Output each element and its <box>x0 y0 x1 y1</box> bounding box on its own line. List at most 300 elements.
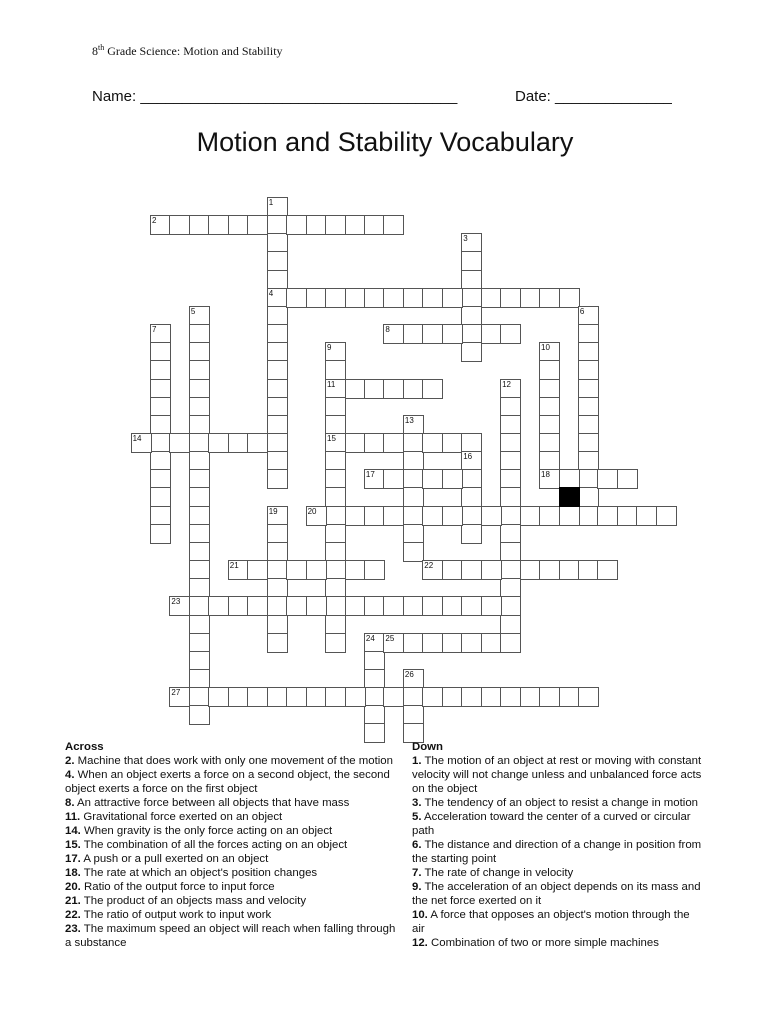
crossword-cell[interactable] <box>442 324 463 344</box>
across-clues <box>65 740 400 950</box>
crossword-cell[interactable] <box>578 487 599 507</box>
crossword-cell[interactable] <box>364 379 385 399</box>
crossword-cell[interactable] <box>306 215 327 235</box>
crossword-cell[interactable] <box>520 687 541 707</box>
clue-number-25: 25 <box>385 633 395 643</box>
across-clue <box>65 866 400 880</box>
crossword-cell[interactable] <box>461 687 482 707</box>
crossword-cell[interactable] <box>150 397 171 417</box>
crossword-cell[interactable] <box>403 451 424 471</box>
crossword-cell[interactable] <box>189 596 210 616</box>
crossword-cell[interactable] <box>150 415 171 435</box>
crossword-cell[interactable] <box>208 433 229 453</box>
crossword-cell[interactable] <box>461 560 482 580</box>
crossword-cell[interactable] <box>481 506 502 526</box>
down-clue <box>412 936 702 950</box>
clue-number-18: 18 <box>541 470 550 480</box>
crossword-cell[interactable] <box>306 560 327 580</box>
crossword-cell[interactable] <box>306 288 327 308</box>
clue-text: Acceleration toward the center of a curved or circular path <box>412 811 691 837</box>
crossword-cell[interactable] <box>403 506 424 526</box>
clue-number: 23. <box>65 923 81 935</box>
crossword-cell[interactable] <box>286 560 307 580</box>
crossword-cell[interactable] <box>325 415 346 435</box>
crossword-cell[interactable] <box>189 633 210 653</box>
crossword-cell[interactable] <box>520 288 541 308</box>
crossword-cell[interactable] <box>247 560 268 580</box>
crossword-cell[interactable] <box>539 397 560 417</box>
crossword-cell[interactable] <box>461 469 482 489</box>
crossword-cell[interactable] <box>189 669 210 689</box>
crossword-cell[interactable] <box>247 596 268 616</box>
crossword-cell[interactable] <box>189 415 210 435</box>
crossword-cell[interactable] <box>189 615 210 635</box>
crossword-cell[interactable] <box>422 288 443 308</box>
crossword-cell[interactable] <box>578 506 599 526</box>
crossword-cell[interactable] <box>578 360 599 380</box>
crossword-cell[interactable] <box>578 687 599 707</box>
crossword-cell[interactable] <box>228 687 249 707</box>
crossword-cell[interactable] <box>500 596 521 616</box>
across-clue <box>65 894 400 908</box>
crossword-cell[interactable] <box>267 379 288 399</box>
crossword-cell[interactable] <box>500 487 521 507</box>
clue-text: The product of an objects mass and velocity <box>80 895 307 907</box>
crossword-cell[interactable] <box>578 324 599 344</box>
crossword-cell[interactable] <box>442 560 463 580</box>
crossword-cell[interactable] <box>461 433 482 453</box>
crossword-black-cell <box>559 487 580 507</box>
crossword-cell[interactable] <box>578 379 599 399</box>
crossword-cell[interactable] <box>306 596 327 616</box>
crossword-cell[interactable] <box>267 306 288 326</box>
clue-text: The maximum speed an object will reach when falling through a substance <box>65 923 396 949</box>
crossword-cell[interactable] <box>442 633 463 653</box>
crossword-cell[interactable] <box>403 469 424 489</box>
crossword-cell[interactable] <box>267 451 288 471</box>
crossword-cell[interactable] <box>189 433 210 453</box>
crossword-cell[interactable] <box>364 433 385 453</box>
crossword-cell[interactable] <box>150 433 171 453</box>
clue-text: The combination of all the forces acting on an object <box>80 839 348 851</box>
crossword-cell[interactable] <box>325 360 346 380</box>
crossword-cell[interactable] <box>442 596 463 616</box>
clue-text: The distance and direction of a change in position from the starting point <box>412 839 702 865</box>
crossword-cell[interactable] <box>267 469 288 489</box>
crossword-cell[interactable] <box>539 687 560 707</box>
across-clue <box>65 908 400 922</box>
crossword-cell[interactable] <box>383 379 404 399</box>
crossword-cell[interactable] <box>267 524 288 544</box>
crossword-cell[interactable] <box>189 524 210 544</box>
crossword-cell[interactable] <box>286 596 307 616</box>
crossword-cell[interactable] <box>189 379 210 399</box>
crossword-cell[interactable] <box>345 379 366 399</box>
crossword-cell[interactable] <box>500 524 521 544</box>
crossword-cell[interactable] <box>325 397 346 417</box>
crossword-cell[interactable] <box>500 324 521 344</box>
clue-text: An attractive force between all objects that have mass <box>74 797 350 809</box>
crossword-cell[interactable] <box>325 596 346 616</box>
crossword-cell[interactable] <box>325 524 346 544</box>
clue-number: 22. <box>65 909 81 921</box>
crossword-cell[interactable] <box>383 288 404 308</box>
crossword-cell[interactable] <box>267 215 288 235</box>
crossword-cell[interactable] <box>500 506 521 526</box>
clue-text: Gravitational force exerted on an object <box>80 811 283 823</box>
crossword-cell[interactable] <box>345 215 366 235</box>
across-clue-list <box>65 754 400 950</box>
crossword-cell[interactable] <box>208 215 229 235</box>
crossword-cell[interactable] <box>247 215 268 235</box>
down-clue <box>412 754 702 796</box>
crossword-cell[interactable] <box>617 469 638 489</box>
crossword-cell[interactable] <box>267 324 288 344</box>
crossword-cell[interactable] <box>578 469 599 489</box>
clue-number-27: 27 <box>171 688 181 697</box>
crossword-cell[interactable] <box>500 433 521 453</box>
crossword-cell[interactable] <box>520 506 541 526</box>
crossword-cell[interactable] <box>364 687 385 707</box>
crossword-cell[interactable] <box>403 705 424 725</box>
crossword-cell[interactable] <box>578 560 599 580</box>
crossword-cell[interactable] <box>500 615 521 635</box>
crossword-cell[interactable] <box>422 687 443 707</box>
crossword-cell[interactable] <box>267 633 288 653</box>
crossword-cell[interactable] <box>267 596 288 616</box>
crossword-cell[interactable] <box>189 487 210 507</box>
clue-number: 7. <box>412 867 422 879</box>
crossword-cell[interactable] <box>559 687 580 707</box>
crossword-cell[interactable] <box>364 596 385 616</box>
crossword-cell[interactable] <box>500 415 521 435</box>
across-clue <box>65 810 400 824</box>
crossword-cell[interactable] <box>481 324 502 344</box>
crossword-cell[interactable] <box>539 360 560 380</box>
crossword-cell[interactable] <box>442 687 463 707</box>
crossword-cell[interactable] <box>442 506 463 526</box>
across-clue <box>65 768 400 796</box>
crossword-cell[interactable] <box>189 542 210 562</box>
crossword-cell[interactable] <box>461 251 482 271</box>
crossword-cell[interactable] <box>364 651 385 671</box>
crossword-cell[interactable] <box>442 288 463 308</box>
crossword-cell[interactable] <box>461 324 482 344</box>
crossword-cell[interactable] <box>403 524 424 544</box>
crossword-cell[interactable] <box>578 397 599 417</box>
crossword-cell[interactable] <box>520 560 541 580</box>
crossword-cell[interactable] <box>286 687 307 707</box>
crossword-cell[interactable] <box>345 288 366 308</box>
crossword-cell[interactable] <box>189 506 210 526</box>
crossword-cell[interactable] <box>364 288 385 308</box>
clue-text: When an object exerts a force on a second object, the second object exerts a force on the first object <box>65 769 390 795</box>
crossword-cell[interactable] <box>422 596 443 616</box>
crossword-cell[interactable] <box>364 705 385 725</box>
crossword-cell[interactable] <box>364 506 385 526</box>
crossword-cell[interactable] <box>189 342 210 362</box>
crossword-cell[interactable] <box>325 578 346 598</box>
crossword-cell[interactable] <box>267 615 288 635</box>
clue-number-24: 24 <box>365 633 375 643</box>
crossword-cell[interactable] <box>189 324 210 344</box>
crossword-cell[interactable] <box>345 687 366 707</box>
crossword-cell[interactable] <box>267 560 288 580</box>
crossword-cell[interactable] <box>267 251 288 271</box>
crossword-cell[interactable] <box>461 342 482 362</box>
across-clue <box>65 852 400 866</box>
crossword-cell[interactable] <box>597 469 618 489</box>
crossword-cell[interactable] <box>364 560 385 580</box>
crossword-cell[interactable] <box>500 397 521 417</box>
clue-number-16: 16 <box>463 452 473 462</box>
crossword-cell[interactable] <box>383 687 404 707</box>
crossword-cell[interactable] <box>539 433 560 453</box>
crossword-cell[interactable] <box>267 433 288 453</box>
crossword-cell[interactable] <box>150 342 171 362</box>
crossword-cell[interactable] <box>208 596 229 616</box>
crossword-cell[interactable] <box>481 560 502 580</box>
crossword-cell[interactable] <box>559 469 580 489</box>
crossword-cell[interactable] <box>325 633 346 653</box>
crossword-cell[interactable] <box>500 469 521 489</box>
crossword-cell[interactable] <box>422 433 443 453</box>
crossword-cell[interactable] <box>267 233 288 253</box>
crossword-cell[interactable] <box>578 415 599 435</box>
crossword-cell[interactable] <box>617 506 638 526</box>
crossword-cell[interactable] <box>286 288 307 308</box>
crossword-cell[interactable] <box>306 687 327 707</box>
clue-number: 14. <box>65 825 81 837</box>
crossword-cell[interactable] <box>189 560 210 580</box>
crossword-cell[interactable] <box>422 633 443 653</box>
clue-number-5: 5 <box>190 306 196 316</box>
crossword-cell[interactable] <box>500 687 521 707</box>
crossword-cell[interactable] <box>383 469 404 489</box>
crossword-cell[interactable] <box>345 560 366 580</box>
clue-number-6: 6 <box>579 306 585 316</box>
crossword-cell[interactable] <box>461 288 482 308</box>
crossword-cell[interactable] <box>403 433 424 453</box>
crossword-cell[interactable] <box>461 306 482 326</box>
crossword-cell[interactable] <box>500 288 521 308</box>
clue-number-13: 13 <box>404 415 414 425</box>
crossword-cell[interactable] <box>383 433 404 453</box>
clue-number-3: 3 <box>463 234 468 244</box>
crossword-cell[interactable] <box>267 360 288 380</box>
crossword-cell[interactable] <box>559 506 580 526</box>
crossword-cell[interactable] <box>150 469 171 489</box>
crossword-cell[interactable] <box>403 542 424 562</box>
crossword-cell[interactable] <box>267 415 288 435</box>
clue-number-10: 10 <box>541 343 550 353</box>
crossword-cell[interactable] <box>500 578 521 598</box>
crossword-cell[interactable] <box>325 451 346 471</box>
crossword-cell[interactable] <box>189 360 210 380</box>
crossword-cell[interactable] <box>345 506 366 526</box>
crossword-cell[interactable] <box>461 524 482 544</box>
clue-number-15: 15 <box>327 433 336 443</box>
crossword-cell[interactable] <box>500 633 521 653</box>
crossword-cell[interactable] <box>539 451 560 471</box>
crossword-cell[interactable] <box>481 288 502 308</box>
crossword-cell[interactable] <box>656 506 677 526</box>
crossword-cell[interactable] <box>189 397 210 417</box>
crossword-cell[interactable] <box>403 288 424 308</box>
clue-text: Machine that does work with only one movement of the motion <box>74 755 393 767</box>
crossword-cell[interactable] <box>403 379 424 399</box>
crossword-cell[interactable] <box>189 705 210 725</box>
clue-number: 3. <box>412 797 422 809</box>
crossword-cell[interactable] <box>189 451 210 471</box>
clue-text: Ratio of the output force to input force <box>80 881 275 893</box>
crossword-cell[interactable] <box>325 506 346 526</box>
crossword-cell[interactable] <box>403 487 424 507</box>
crossword-cell[interactable] <box>500 451 521 471</box>
clue-number: 5. <box>412 811 422 823</box>
crossword-cell[interactable] <box>150 451 171 471</box>
crossword-cell[interactable] <box>325 687 346 707</box>
clue-text: The tendency of an object to resist a change in motion <box>421 797 699 809</box>
crossword-cell[interactable] <box>267 342 288 362</box>
crossword-cell[interactable] <box>403 633 424 653</box>
course-grade-suffix: th <box>98 43 105 52</box>
crossword-cell[interactable] <box>286 215 307 235</box>
down-clue <box>412 866 702 880</box>
crossword-cell[interactable] <box>267 542 288 562</box>
crossword-cell[interactable] <box>325 615 346 635</box>
crossword-cell[interactable] <box>150 379 171 399</box>
crossword-cell[interactable] <box>345 433 366 453</box>
crossword-cell[interactable] <box>325 469 346 489</box>
clue-number-4: 4 <box>268 288 274 298</box>
across-heading: Across <box>65 741 104 753</box>
crossword-cell[interactable] <box>267 578 288 598</box>
crossword-cell[interactable] <box>578 433 599 453</box>
crossword-cell[interactable] <box>228 433 249 453</box>
crossword-cell[interactable] <box>325 288 346 308</box>
crossword-cell[interactable] <box>636 506 657 526</box>
crossword-cell[interactable] <box>422 324 443 344</box>
crossword-cell[interactable] <box>383 215 404 235</box>
crossword-cell[interactable] <box>150 506 171 526</box>
crossword-cell[interactable] <box>481 633 502 653</box>
crossword-cell[interactable] <box>539 415 560 435</box>
crossword-cell[interactable] <box>461 487 482 507</box>
crossword-cell[interactable] <box>403 687 424 707</box>
crossword-cell[interactable] <box>539 506 560 526</box>
crossword-cell[interactable] <box>345 596 366 616</box>
crossword-cell[interactable] <box>461 633 482 653</box>
crossword-cell[interactable] <box>383 506 404 526</box>
crossword-cell[interactable] <box>228 596 249 616</box>
clue-number: 15. <box>65 839 81 851</box>
crossword-cell[interactable] <box>422 506 443 526</box>
crossword-cell[interactable] <box>578 451 599 471</box>
crossword-cell[interactable] <box>578 342 599 362</box>
clue-text: The rate of change in velocity <box>421 867 574 879</box>
crossword-cell[interactable] <box>150 487 171 507</box>
crossword-cell[interactable] <box>150 524 171 544</box>
crossword-cell[interactable] <box>597 560 618 580</box>
crossword-cell[interactable] <box>539 379 560 399</box>
clue-number-1: 1 <box>268 198 274 207</box>
crossword-cell[interactable] <box>150 360 171 380</box>
crossword-cell[interactable] <box>325 542 346 562</box>
crossword-cell[interactable] <box>325 560 346 580</box>
crossword-cell[interactable] <box>559 288 580 308</box>
crossword-cell[interactable] <box>267 687 288 707</box>
crossword-cell[interactable] <box>481 687 502 707</box>
clue-number-7: 7 <box>152 325 157 334</box>
crossword-cell[interactable] <box>267 397 288 417</box>
down-heading: Down <box>412 741 444 753</box>
crossword-cell[interactable] <box>481 596 502 616</box>
crossword-cell[interactable] <box>403 596 424 616</box>
crossword-cell[interactable] <box>364 669 385 689</box>
clue-text: The ratio of output work to input work <box>80 909 272 921</box>
crossword-cell[interactable] <box>500 560 521 580</box>
across-clue <box>65 796 400 810</box>
crossword-cell[interactable] <box>189 469 210 489</box>
crossword-cell[interactable] <box>461 596 482 616</box>
crossword-cell[interactable] <box>325 487 346 507</box>
across-clue <box>65 922 400 950</box>
clue-number: 17. <box>65 853 81 865</box>
crossword-cell[interactable] <box>539 560 560 580</box>
crossword-cell[interactable] <box>461 270 482 290</box>
crossword-cell[interactable] <box>189 651 210 671</box>
crossword-cell[interactable] <box>228 215 249 235</box>
clue-text: The motion of an object at rest or moving with constant velocity will not change unless and unbalanced force acts on the object <box>412 755 702 795</box>
crossword-cell[interactable] <box>461 506 482 526</box>
clue-text: The rate at which an object's position changes <box>80 867 318 879</box>
crossword-cell[interactable] <box>559 560 580 580</box>
crossword-cell[interactable] <box>169 215 190 235</box>
crossword-cell[interactable] <box>442 469 463 489</box>
clue-number: 6. <box>412 839 422 851</box>
crossword-cell[interactable] <box>247 433 268 453</box>
crossword-cell[interactable] <box>189 215 210 235</box>
crossword-cell[interactable] <box>189 578 210 598</box>
crossword-cell[interactable] <box>422 469 443 489</box>
crossword-cell[interactable] <box>442 433 463 453</box>
crossword-cell[interactable] <box>208 687 229 707</box>
clue-number: 11. <box>65 811 81 823</box>
crossword-cell[interactable] <box>403 324 424 344</box>
crossword-cell[interactable] <box>364 215 385 235</box>
clue-number: 2. <box>65 755 75 767</box>
crossword-cell[interactable] <box>500 542 521 562</box>
crossword-cell[interactable] <box>325 215 346 235</box>
across-clue <box>65 824 400 838</box>
crossword-cell[interactable] <box>169 433 190 453</box>
crossword-cell[interactable] <box>383 596 404 616</box>
crossword-cell[interactable] <box>247 687 268 707</box>
name-field[interactable]: Name: ______________________________________ <box>92 88 458 105</box>
crossword-cell[interactable] <box>539 288 560 308</box>
clue-number-2: 2 <box>152 216 157 226</box>
crossword-cell[interactable] <box>267 270 288 290</box>
clue-number: 20. <box>65 881 81 893</box>
crossword-cell[interactable] <box>189 687 210 707</box>
clue-number-9: 9 <box>327 343 332 353</box>
crossword-cell[interactable] <box>597 506 618 526</box>
clue-number-19: 19 <box>268 506 278 516</box>
crossword-cell[interactable] <box>422 379 443 399</box>
date-field[interactable]: Date: ______________ <box>515 88 672 105</box>
clue-number-14: 14 <box>132 433 142 443</box>
